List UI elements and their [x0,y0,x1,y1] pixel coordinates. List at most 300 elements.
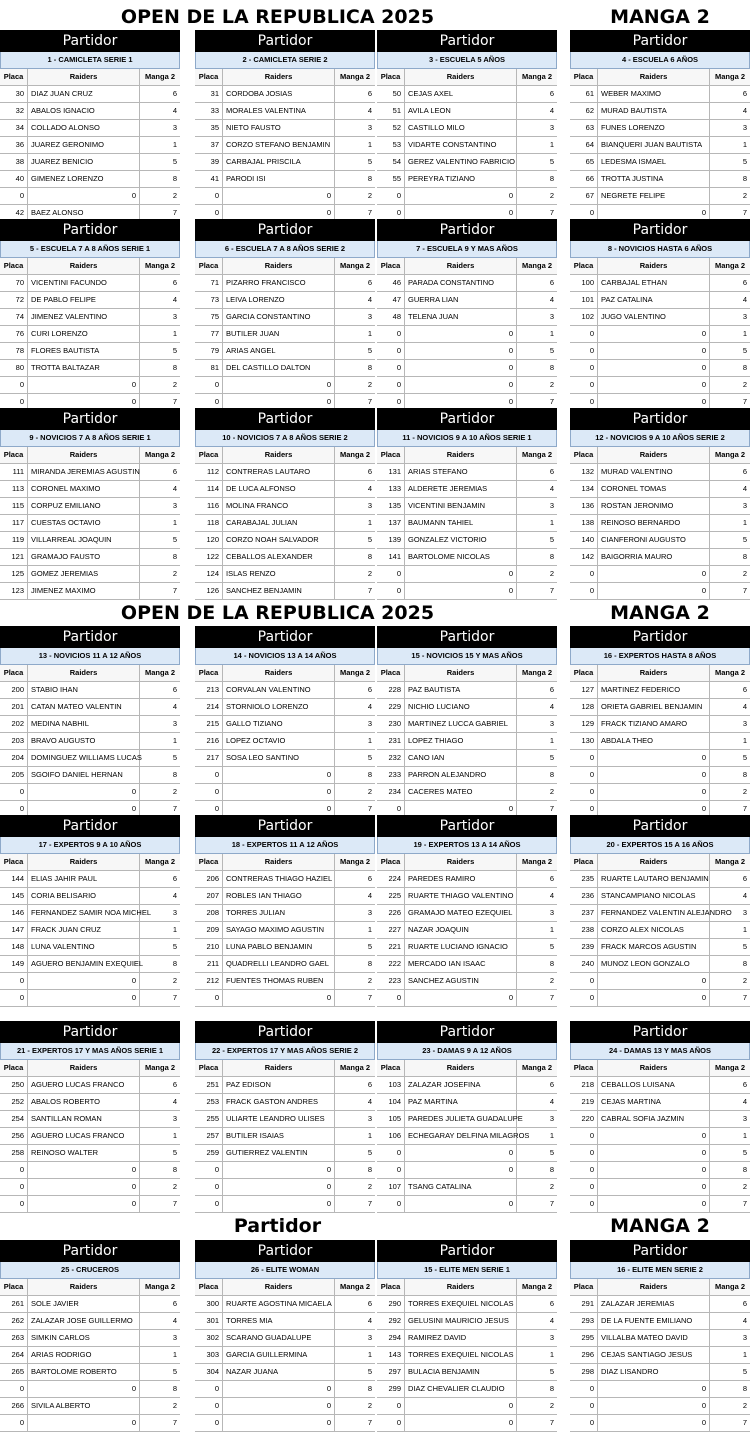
gate-position: 6 [172,1080,177,1089]
rider-name: CATAN MATEO VALENTIN [28,699,140,715]
table-row [570,1364,750,1381]
plate-number: 0 [570,1128,598,1144]
column-manga: Manga 2 [714,1063,745,1072]
gate-position: 2 [367,569,372,578]
plate-number: 79 [195,343,223,359]
table-row [195,1196,375,1213]
column-header-row [195,69,375,86]
gate-position: 4 [549,484,554,493]
gate-position: 2 [172,380,177,389]
gate-position: 1 [742,329,747,338]
gate-position: 5 [367,1148,372,1157]
gate-position: 2 [549,191,554,200]
table-row [377,515,557,532]
rider-name: BAUMANN TAHIEL [405,515,517,531]
start-list-table [0,30,180,222]
table-row [570,1415,750,1432]
table-row [0,481,180,498]
gate-position: 6 [742,278,747,287]
rider-name: 0 [223,784,335,800]
gate-position: 4 [367,891,372,900]
table-row [0,905,180,922]
table-header: Partidor [377,1021,557,1043]
rider-name: 0 [28,377,140,393]
rider-name: TORRES MIA [223,1313,335,1329]
plate-number: 0 [0,1196,28,1212]
gate-position: 4 [367,1316,372,1325]
plate-number: 148 [0,939,28,955]
plate-number: 0 [0,801,28,817]
start-list-table [377,1021,557,1213]
rider-name: CACERES MATEO [405,784,517,800]
plate-number: 142 [570,549,598,565]
table-row [570,1111,750,1128]
column-manga: Manga 2 [714,72,745,81]
gate-position: 4 [172,106,177,115]
plate-number: 222 [377,956,405,972]
gate-position: 1 [367,329,372,338]
rider-name: AGUERO BENJAMIN EXEQUIEL [28,956,140,972]
plate-number: 37 [195,137,223,153]
column-placa: Placa [377,69,405,85]
table-row [570,1381,750,1398]
rider-name: 0 [223,801,335,817]
table-row [377,360,557,377]
plate-number: 0 [570,205,598,221]
plate-number: 253 [195,1094,223,1110]
gate-position: 1 [742,518,747,527]
gate-position: 3 [172,1333,177,1342]
gate-position: 7 [172,1199,177,1208]
table-row [570,326,750,343]
rider-name: PIZARRO FRANCISCO [223,275,335,291]
rider-name: 0 [598,1128,710,1144]
start-list-table [377,30,557,222]
table-row [377,292,557,309]
table-header: Partidor [195,626,375,648]
table-row [0,154,180,171]
gate-position: 3 [742,908,747,917]
plate-number: 223 [377,973,405,989]
start-list-table [0,626,180,818]
gate-position: 3 [367,908,372,917]
table-row [195,292,375,309]
rider-name: 0 [598,377,710,393]
rider-name: LOPEZ THIAGO [405,733,517,749]
plate-number: 112 [195,464,223,480]
rider-name: 0 [598,1196,710,1212]
plate-number: 41 [195,171,223,187]
column-raiders: Raiders [223,1060,335,1076]
gate-position: 4 [172,702,177,711]
category-title: 16 - ELITE MEN SERIE 2 [570,1262,750,1279]
gate-position: 6 [172,278,177,287]
rider-name: 0 [28,801,140,817]
gate-position: 8 [742,770,747,779]
plate-number: 66 [570,171,598,187]
table-row [195,532,375,549]
table-row [570,1145,750,1162]
column-raiders: Raiders [405,447,517,463]
table-row [377,1398,557,1415]
gate-position: 3 [742,501,747,510]
plate-number: 205 [0,767,28,783]
gate-position: 4 [367,484,372,493]
category-title: 9 - NOVICIOS 7 A 8 AÑOS SERIE 1 [0,430,180,447]
gate-position: 1 [367,1350,372,1359]
table-row [377,871,557,888]
gate-position: 8 [367,552,372,561]
table-row [570,973,750,990]
category-title: 13 - NOVICIOS 11 A 12 AÑOS [0,648,180,665]
table-header: Partidor [570,1021,750,1043]
plate-number: 48 [377,309,405,325]
table-header: Partidor [377,815,557,837]
gate-position: 3 [367,719,372,728]
gate-position: 6 [367,89,372,98]
rider-name: NIETO FAUSTO [223,120,335,136]
gate-position: 2 [367,787,372,796]
column-raiders: Raiders [28,1060,140,1076]
rider-name: CORONEL MAXIMO [28,481,140,497]
plate-number: 0 [195,1196,223,1212]
rider-name: SANCHEZ AGUSTIN [405,973,517,989]
rider-name: DEL CASTILLO DALTON [223,360,335,376]
table-row [377,464,557,481]
start-list-table [195,408,375,600]
column-raiders: Raiders [223,854,335,870]
plate-number: 290 [377,1296,405,1312]
start-list-table [377,1240,557,1432]
rider-name: PARADA CONSTANTINO [405,275,517,291]
rider-name: 0 [223,767,335,783]
gate-position: 6 [549,467,554,476]
table-row [195,360,375,377]
rider-name: 0 [223,205,335,221]
rider-name: VILLALBA MATEO DAVID [598,1330,710,1346]
rider-name: 0 [405,377,517,393]
rider-name: VILLARREAL JOAQUIN [28,532,140,548]
plate-number: 239 [570,939,598,955]
plate-number: 204 [0,750,28,766]
table-row [377,86,557,103]
table-row [195,1347,375,1364]
table-row [0,1196,180,1213]
column-manga: Manga 2 [714,261,745,270]
column-placa: Placa [195,69,223,85]
rider-name: GRAMAJO FAUSTO [28,549,140,565]
plate-number: 64 [570,137,598,153]
table-header: Partidor [0,1240,180,1262]
start-list-table [570,408,750,600]
table-row [570,515,750,532]
rider-name: DE PABLO FELIPE [28,292,140,308]
rider-name: 0 [598,1398,710,1414]
rider-name: RUARTE THIAGO VALENTINO [405,888,517,904]
rider-name: 0 [598,326,710,342]
table-row [195,464,375,481]
column-header-row [0,854,180,871]
gate-position: 5 [742,346,747,355]
gate-position: 7 [367,804,372,813]
plate-number: 301 [195,1313,223,1329]
rider-name: 0 [598,801,710,817]
table-row [570,1330,750,1347]
gate-position: 1 [172,1350,177,1359]
plate-number: 0 [570,767,598,783]
plate-number: 0 [195,1381,223,1397]
column-manga: Manga 2 [339,261,370,270]
plate-number: 252 [0,1094,28,1110]
rider-name: ZALAZAR JOSE GUILLERMO [28,1313,140,1329]
table-row [0,956,180,973]
rider-name: 0 [598,343,710,359]
table-row [377,973,557,990]
plate-number: 202 [0,716,28,732]
rider-name: 0 [28,188,140,204]
plate-number: 251 [195,1077,223,1093]
rider-name: CORVALAN VALENTINO [223,682,335,698]
table-header: Partidor [570,219,750,241]
column-raiders: Raiders [405,69,517,85]
table-row [377,309,557,326]
plate-number: 216 [195,733,223,749]
gate-position: 7 [742,586,747,595]
plate-number: 210 [195,939,223,955]
gate-position: 7 [172,397,177,406]
rider-name: 0 [28,1179,140,1195]
table-header: Partidor [0,626,180,648]
table-row [195,188,375,205]
plate-number: 0 [0,188,28,204]
gate-position: 7 [367,397,372,406]
rider-name: SIVILA ALBERTO [28,1398,140,1414]
gate-position: 7 [742,208,747,217]
table-row [377,481,557,498]
rider-name: ELIAS JAHIR PAUL [28,871,140,887]
gate-position: 2 [172,569,177,578]
plate-number: 219 [570,1094,598,1110]
rider-name: WEBER MAXIMO [598,86,710,102]
table-row [195,1415,375,1432]
column-header-row [377,1279,557,1296]
category-title: 1 - CAMICLETA SERIE 1 [0,52,180,69]
gate-position: 3 [549,719,554,728]
rider-name: FLORES BAUTISTA [28,343,140,359]
plate-number: 62 [570,103,598,119]
column-manga: Manga 2 [714,857,745,866]
column-manga: Manga 2 [339,450,370,459]
column-manga: Manga 2 [714,668,745,677]
gate-position: 2 [742,380,747,389]
rider-name: 0 [405,990,517,1006]
plate-number: 149 [0,956,28,972]
table-row [0,750,180,767]
rider-name: 0 [405,343,517,359]
table-row [570,1077,750,1094]
table-row [0,939,180,956]
rider-name: 0 [405,1162,517,1178]
rider-name: 0 [405,1415,517,1431]
gate-position: 8 [549,1165,554,1174]
plate-number: 238 [570,922,598,938]
table-header: Partidor [0,1021,180,1043]
start-list-table [0,1240,180,1432]
gate-position: 1 [549,1131,554,1140]
plate-number: 125 [0,566,28,582]
table-row [377,137,557,154]
gate-position: 2 [172,191,177,200]
gate-position: 8 [549,174,554,183]
plate-number: 101 [570,292,598,308]
table-row [570,733,750,750]
plate-number: 0 [570,326,598,342]
gate-position: 5 [549,157,554,166]
gate-position: 4 [742,891,747,900]
table-row [0,1381,180,1398]
gate-position: 5 [367,753,372,762]
gate-position: 1 [172,140,177,149]
gate-position: 5 [549,1367,554,1376]
rider-name: SAYAGO MAXIMO AGUSTIN [223,922,335,938]
gate-position: 1 [367,925,372,934]
column-manga: Manga 2 [144,72,175,81]
rider-name: CURI LORENZO [28,326,140,342]
table-row [195,922,375,939]
plate-number: 294 [377,1330,405,1346]
table-row [195,1313,375,1330]
gate-position: 4 [367,1097,372,1106]
plate-number: 0 [377,360,405,376]
heat-title: MANGA 2 [610,6,710,28]
plate-number: 0 [377,566,405,582]
table-row [377,1330,557,1347]
column-header-row [377,69,557,86]
plate-number: 36 [0,137,28,153]
column-raiders: Raiders [598,69,710,85]
gate-position: 3 [549,1114,554,1123]
rider-name: PAZ BAUTISTA [405,682,517,698]
rider-name: 0 [598,583,710,599]
table-row [377,532,557,549]
rider-name: 0 [405,394,517,410]
rider-name: ALDERETE JEREMIAS [405,481,517,497]
gate-position: 4 [549,1316,554,1325]
rider-name: PAREDES RAMIRO [405,871,517,887]
start-list-table [0,1021,180,1213]
rider-name: 0 [405,205,517,221]
plate-number: 111 [0,464,28,480]
table-row [570,292,750,309]
table-row [0,292,180,309]
gate-position: 7 [367,993,372,1002]
plate-number: 254 [0,1111,28,1127]
column-header-row [377,258,557,275]
rider-name: 0 [598,394,710,410]
gate-position: 5 [367,346,372,355]
column-placa: Placa [0,447,28,463]
column-placa: Placa [570,854,598,870]
gate-position: 1 [549,736,554,745]
column-header-row [0,258,180,275]
rider-name: AVILA LEON [405,103,517,119]
rider-name: 0 [223,394,335,410]
column-placa: Placa [377,854,405,870]
rider-name: ECHEGARAY DELFINA MILAGROS [405,1128,517,1144]
gate-position: 5 [742,753,747,762]
table-row [377,343,557,360]
plate-number: 297 [377,1364,405,1380]
plate-number: 139 [377,532,405,548]
plate-number: 300 [195,1296,223,1312]
rider-name: 0 [598,1162,710,1178]
plate-number: 127 [570,682,598,698]
table-row [570,888,750,905]
plate-number: 0 [377,343,405,359]
rider-name: CORZO STEFANO BENJAMIN [223,137,335,153]
plate-number: 220 [570,1111,598,1127]
column-manga: Manga 2 [144,450,175,459]
plate-number: 209 [195,922,223,938]
gate-position: 6 [367,1299,372,1308]
gate-position: 8 [172,959,177,968]
table-header: Partidor [0,408,180,430]
column-header-row [570,854,750,871]
rider-name: NAZAR JUANA [223,1364,335,1380]
gate-position: 5 [549,1148,554,1157]
plate-number: 35 [195,120,223,136]
table-row [570,871,750,888]
table-row [377,1077,557,1094]
table-row [377,1094,557,1111]
rider-name: BUTILER JUAN [223,326,335,342]
table-row [0,103,180,120]
rider-name: 0 [598,1415,710,1431]
table-header: Partidor [195,408,375,430]
rider-name: PAREDES JULIETA GUADALUPE [405,1111,517,1127]
table-row [195,1111,375,1128]
rider-name: MIRANDA JEREMIAS AGUSTIN [28,464,140,480]
plate-number: 80 [0,360,28,376]
table-row [570,1179,750,1196]
start-list-table [570,1240,750,1432]
table-row [0,188,180,205]
category-title: 14 - NOVICIOS 13 A 14 AÑOS [195,648,375,665]
rider-name: MARTINEZ FEDERICO [598,682,710,698]
plate-number: 53 [377,137,405,153]
plate-number: 144 [0,871,28,887]
rider-name: SANTILLAN ROMAN [28,1111,140,1127]
rider-name: 0 [28,1415,140,1431]
column-header-row [377,447,557,464]
table-row [195,343,375,360]
table-row [0,171,180,188]
column-raiders: Raiders [405,1060,517,1076]
event-title: OPEN DE LA REPUBLICA 2025 [120,602,435,624]
rider-name: 0 [598,566,710,582]
gate-position: 5 [172,942,177,951]
plate-number: 118 [195,515,223,531]
column-raiders: Raiders [598,1060,710,1076]
table-row [570,549,750,566]
start-list-table [570,219,750,411]
rider-name: TROTTA JUSTINA [598,171,710,187]
table-row [570,86,750,103]
rider-name: VIDARTE CONSTANTINO [405,137,517,153]
table-row [0,716,180,733]
plate-number: 50 [377,86,405,102]
plate-number: 119 [0,532,28,548]
